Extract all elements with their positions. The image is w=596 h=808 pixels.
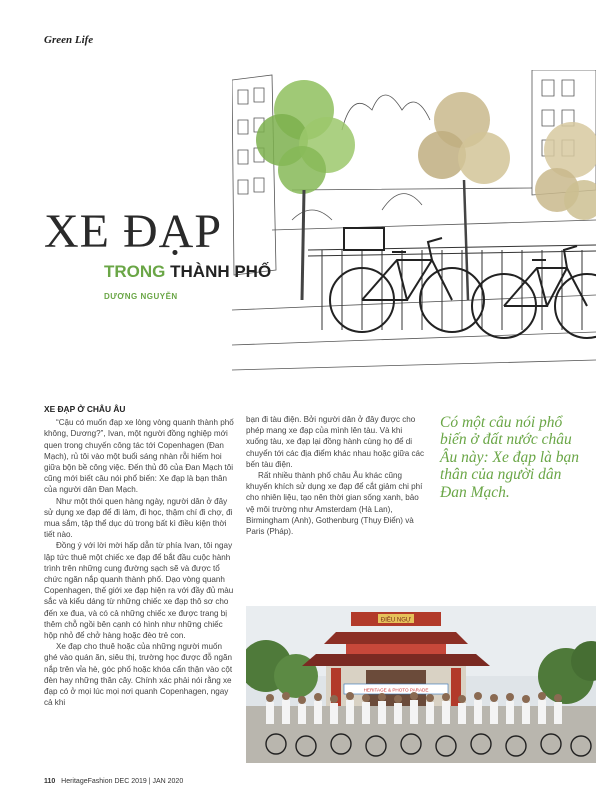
author-byline: DƯƠNG NGUYỄN — [104, 292, 178, 301]
issue-date: DEC 2019 | JAN 2020 — [114, 778, 184, 785]
page-number: 110 — [44, 778, 56, 785]
article-title: XE ĐẠP — [44, 205, 223, 258]
paragraph: Như một thói quen hàng ngày, người dân ở đây sử dụng xe đạp để đi làm, đi học, thậm chí đi chợ, đi mua sắm, tập thể dục dù trong bất kì điều kiện thời tiết nào. — [44, 496, 233, 540]
article-subtitle — [104, 262, 271, 282]
subtitle-rest: THÀNH PHỐ — [170, 262, 272, 281]
cyclists-gate-photo — [246, 606, 596, 763]
section-label: Green Life — [44, 34, 94, 46]
paragraph: “Cậu có muốn đạp xe lòng vòng quanh thành phố không, Dương?”, Ivan, một người đồng nghiệp mới quen trong chuyến công tác tới Copenhagen (Đan Mạch), rủ tôi vào một buổi sáng nhàn rỗi hiếm hoi giữa bộn bề công việc. Đến thủ đô của Đan Mạch tôi cũng mới biết câu nói phổ biến: Xe đạp là bạn thân của người dân Đan Mạch. — [44, 418, 234, 495]
paragraph: bạn đi tàu điện. Bởi người dân ở đây được cho phép mang xe đạp của mình lên tàu. Và khi xuống tàu, xe đạp lại đồng hành cùng họ để di chuyển tới các địa điểm khác nhau hoặc giữa các bến tàu điện. — [246, 415, 425, 469]
paragraph: Đồng ý với lời mời hấp dẫn từ phía Ivan, tôi ngay lập tức thuê một chiếc xe đạp để bắt đầu cuộc hành trình trên những cung đường sạch sẽ và được tổ chức ngăn nắp quanh thành phố. Dạo vòng quanh Copenhagen, thế giới xe đạp hiện ra với đầy đủ màu sắc và kiểu dáng từ những chiếc xe đạp thô sơ cho đến xe đua, và có cả những chiếc xe được trang bị thêm chỗ ngồi bên cạnh có hình như những chiếc hộp nhỏ để chở hàng hoặc đèo trẻ con. — [44, 541, 234, 641]
street-bicycle-illustration — [232, 70, 596, 385]
photo-banner: HERITAGE & PHOTO PARADE — [363, 687, 429, 693]
section-heading: XE ĐẠP Ở CHÂU ÂU — [44, 404, 126, 414]
article-column-1 — [44, 404, 234, 708]
pull-quote: Có một câu nói phổ biến ở đất nước châu Âu này: Xe đạp là bạn thân của người dân Đan Mạch. — [440, 414, 580, 501]
paragraph: Rất nhiều thành phố châu Âu khác cũng khuyến khích sử dụng xe đạp để cắt giảm chi phí cho nhiên liệu, tạo nên thời gian sống xanh, bảo vệ môi trường như Amsterdam (Hà Lan), Birmingham (Anh), Gothenburg (Thụy Điển) và Paris (Pháp). — [246, 471, 423, 537]
magazine-name: HeritageFashion — [61, 778, 113, 785]
paragraph: Xe đạp cho thuê hoặc của những người muốn ghé vào quán ăn, siêu thị, trường học được đỗ ngăn nắp trên vỉa hè, góc phố hoặc khóa cẩn thận vào cột đèn hay những thân cây. Chính xác phải nói rằng xe đạp có ở mọi lúc mọi nơi quanh Copenhagen, ngay cả khi — [44, 642, 233, 708]
page-footer — [44, 778, 183, 785]
gate-plaque: ĐIỀU NGỰ — [380, 617, 412, 624]
article-column-2 — [246, 414, 426, 537]
subtitle-accent: TRONG — [104, 262, 166, 281]
